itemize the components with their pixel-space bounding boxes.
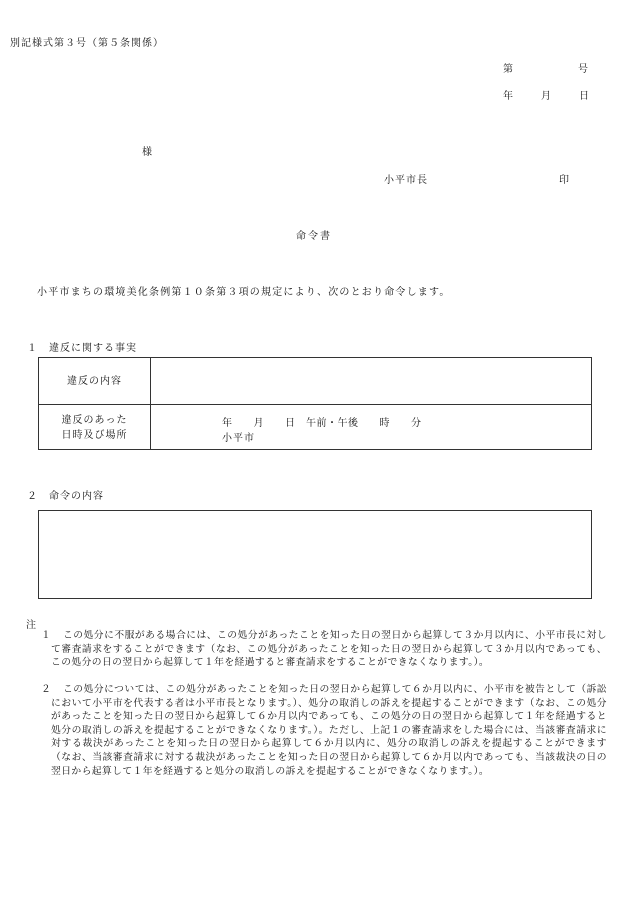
note-text: この処分に不服がある場合には、この処分があったことを知った日の翌日から起算して３か月以内に、小平市長に対して審査請求をすることができます（なお、この処分があったことを知った日の翌日から起算して３か月以内であっても、この処分の日の翌日から起算して１年を経過すると審査請求をすることができなくなります。）。 <box>51 630 607 669</box>
note-number: １ <box>41 630 52 641</box>
note-item <box>41 683 607 778</box>
seal-mark: 印 <box>559 175 570 186</box>
date-day-label: 日 <box>579 91 590 102</box>
violation-content-label: 違反の内容 <box>67 376 122 387</box>
document-title: 命令書 <box>296 231 332 242</box>
document-number-prefix: 第 <box>503 64 514 75</box>
table-row-divider <box>39 404 591 405</box>
intro-paragraph: 小平市まちの環境美化条例第１０条第３項の規定により、次のとおり命令します。 <box>37 287 451 298</box>
note-number: ２ <box>41 684 52 695</box>
violation-place-field: 小平市 <box>222 433 255 444</box>
violation-datetime-place-label <box>39 413 150 443</box>
order-content-box <box>38 510 592 599</box>
notes-label: 注 <box>26 620 37 631</box>
note-text: この処分については、この処分があったことを知った日の翌日から起算して６か月以内に、小平市を被告として（訴訟において小平市を代表する者は小平市長となります。）、処分の取消しの訴えを提起することができます（なお、この処分があったことを知った日の翌日から起算して６か月以内であっても、この処分の日の翌日から起算して１年を経過すると処分の取消しの訴えを提起することができなくなります。）。ただし、上記１の審査請求をした場合には、当該審査請求に対する裁決があったことを知った日の翌日から起算して６か月以内に、処分の取消しの訴えを提起することができます（なお、当該審査請求に対する裁決があったことを知った日の翌日から起算して６か月以内であっても、当該裁決の日の翌日から起算して１年を経過すると処分の取消しの訴えを提起することができなくなります。）。 <box>51 684 607 777</box>
date-month-label: 月 <box>541 91 552 102</box>
table-column-divider <box>150 358 151 449</box>
violation-datetime-field: 年 月 日 午前・午後 時 分 <box>222 418 422 429</box>
section2-heading: ２ 命令の内容 <box>27 491 104 502</box>
note-item <box>41 629 607 670</box>
date-year-label: 年 <box>503 91 514 102</box>
datetime-label-line2: 日時及び場所 <box>61 430 128 441</box>
section1-heading: １ 違反に関する事実 <box>27 343 137 354</box>
issuer-name: 小平市長 <box>384 175 428 186</box>
violation-facts-table <box>38 357 592 450</box>
document-number-suffix: 号 <box>578 64 589 75</box>
form-label: 別記様式第３号（第５条関係） <box>10 38 164 49</box>
datetime-label-line1: 違反のあった <box>61 415 128 426</box>
addressee-suffix: 様 <box>142 147 153 158</box>
